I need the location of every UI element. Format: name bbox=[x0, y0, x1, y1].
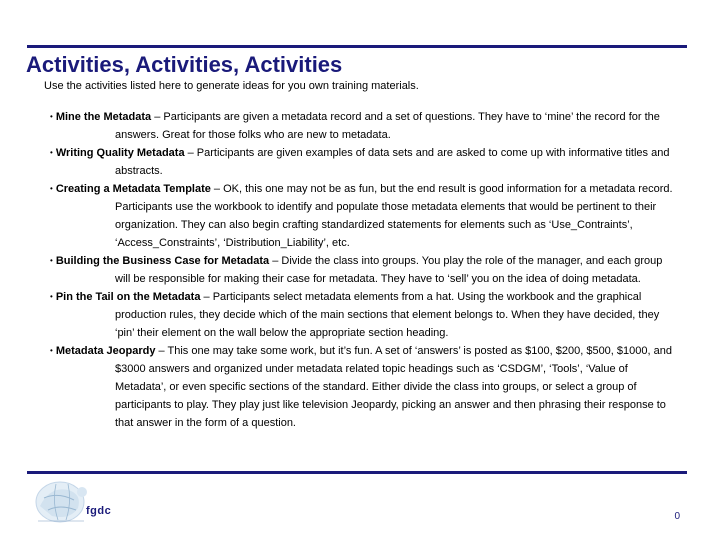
page-number: 0 bbox=[674, 511, 680, 522]
bullet-icon: • bbox=[50, 184, 53, 193]
bullet-icon: • bbox=[50, 148, 53, 157]
bottom-divider bbox=[27, 471, 687, 474]
bullet-icon: • bbox=[50, 256, 53, 265]
page-title: Activities, Activities, Activities bbox=[26, 52, 343, 77]
list-item bbox=[40, 252, 680, 288]
bullet-icon: • bbox=[50, 112, 53, 121]
list-item bbox=[40, 180, 680, 252]
item-description: – Divide the class into groups. You play the role of the manager, and each group will be responsible for making their case for metadata. They have to ‘sell’ you on the idea of doing metadata. bbox=[115, 255, 663, 285]
item-description: – Participants select metadata elements from a hat. Using the workbook and the graphical production rules, they decide which of the main sections that element belongs to. When they have decided, they ‘pin’ their element on the wall below the appropriate section heading. bbox=[115, 291, 660, 339]
activity-list bbox=[40, 108, 680, 432]
item-title: Pin the Tail on the Metadata bbox=[55, 291, 201, 303]
list-item bbox=[40, 288, 680, 342]
top-divider bbox=[27, 45, 687, 48]
item-title: Writing Quality Metadata bbox=[55, 147, 185, 159]
fgdc-logo-icon bbox=[30, 476, 130, 526]
item-title: Creating a Metadata Template bbox=[55, 183, 211, 195]
item-description: – OK, this one may not be as fun, but the end result is good information for a metadata record. Participants use the workbook to identify and populate those metadata elements that would be pertinent to their organization. They can also begin crafting standardized statements for elements such as ‘Use_Contraints’, ‘Access_Constraints’, ‘Distribution_Liability’, etc. bbox=[115, 183, 673, 249]
bullet-icon: • bbox=[50, 346, 53, 355]
item-description: – Participants are given examples of data sets and are asked to come up with informative titles and abstracts. bbox=[115, 147, 670, 177]
item-title: Metadata Jeopardy bbox=[55, 345, 156, 357]
logo-text: fgdc bbox=[86, 505, 112, 517]
item-description: – Participants are given a metadata record and a set of questions. They have to ‘mine’ the record for the answers. Great for those folks who are new to metadata. bbox=[115, 111, 660, 141]
page-subtitle: Use the activities listed here to generate ideas for you own training materials. bbox=[44, 80, 419, 92]
list-item bbox=[40, 108, 680, 144]
list-item bbox=[40, 342, 680, 432]
item-description: – This one may take some work, but it’s fun. A set of ‘answers’ is posted as $100, $200, $500, $1000, and $3000 answers and organized under metadata related topic headings such as ‘CSDGM’, ‘Tools’, ‘Value of Metadata’, or even specific sections of the standard. Either divide the class into groups, or select a group of participants to play. They play just like television Jeopardy, picking an answer and then phrasing their response to that answer in the form of a question. bbox=[115, 345, 672, 429]
list-item bbox=[40, 144, 680, 180]
item-title: Building the Business Case for Metadata bbox=[55, 255, 270, 267]
bullet-icon: • bbox=[50, 292, 53, 301]
item-title: Mine the Metadata bbox=[55, 111, 152, 123]
